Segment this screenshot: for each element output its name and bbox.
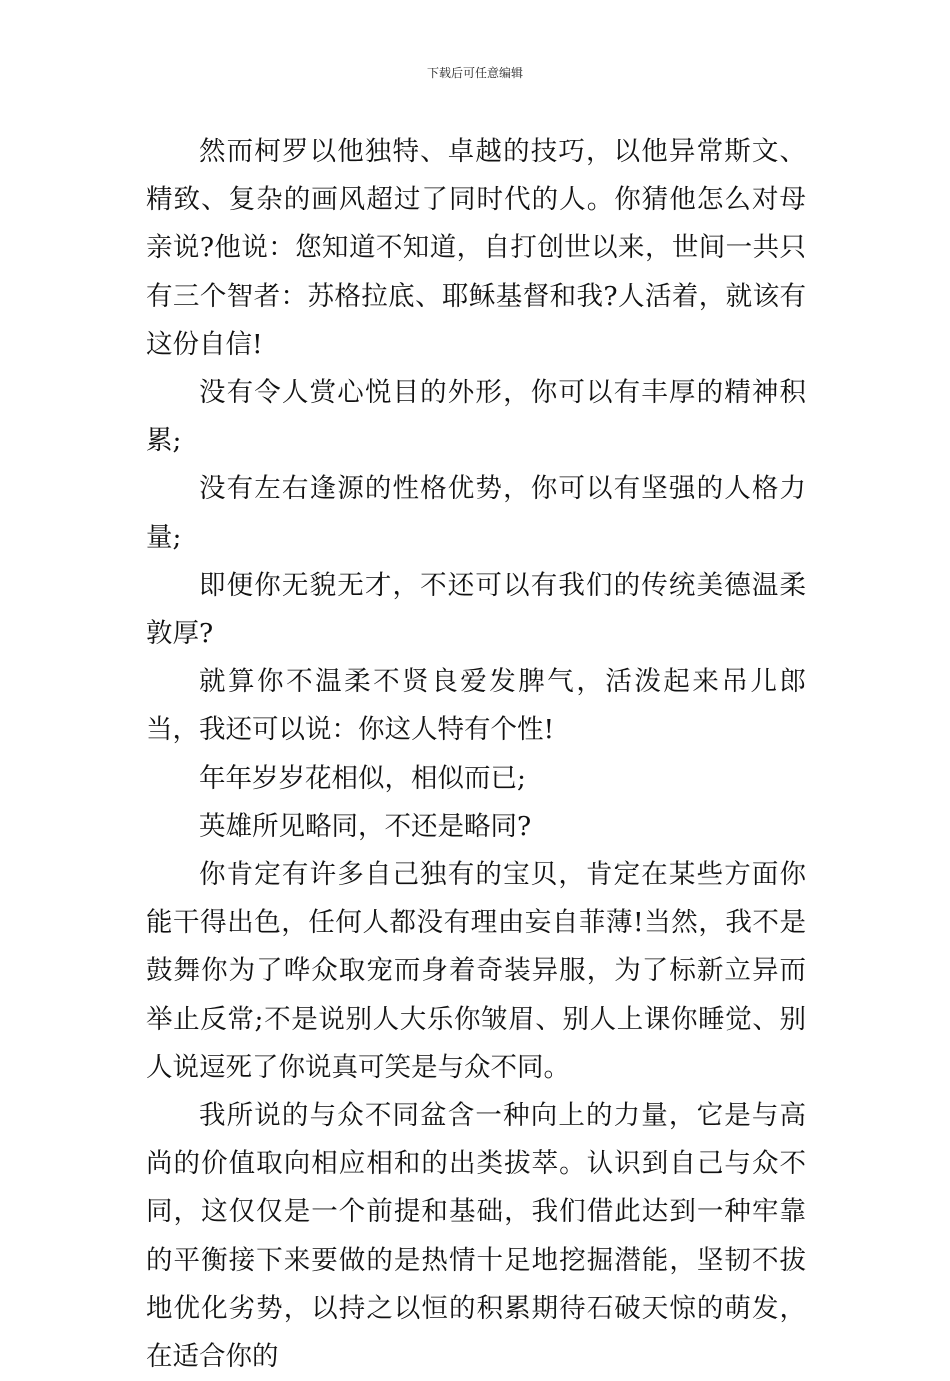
- paragraph-9: 我所说的与众不同盆含一种向上的力量，它是与高尚的价值取向相应相和的出类拔萃。认识到自己与众不同，这仅仅是一个前提和基础，我们借此达到一种牢靠的平衡接下来要做的是热情十足地挖掘潜能，坚韧不拔地优化劣势，以持之以恒的积累期待石破天惊的萌发，在适合你的: [146, 1100, 806, 1373]
- paragraph-3: 没有左右逢源的性格优势，你可以有坚强的人格力量;: [146, 473, 806, 553]
- paragraph-8: 你肯定有许多自己独有的宝贝，肯定在某些方面你能干得出色，任何人都没有理由妄自菲薄!当然，我不是鼓舞你为了哗众取宠而身着奇装异服，为了标新立异而举止反常;不是说别人大乐你皱眉、别人上课你睡觉、别人说逗死了你说真可笑是与众不同。: [146, 859, 806, 1083]
- paragraph-5: 就算你不温柔不贤良爱发脾气，活泼起来吊儿郎当，我还可以说：你这人特有个性!: [146, 666, 806, 746]
- paragraph-1: 然而柯罗以他独特、卓越的技巧，以他异常斯文、精致、复杂的画风超过了同时代的人。你猜他怎么对母亲说?他说：您知道不知道，自打创世以来，世间一共只有三个智者：苏格拉底、耶稣基督和我?人活着，就该有这份自信!: [146, 136, 806, 360]
- document-body: [146, 128, 806, 1381]
- paragraph-4: 即便你无貌无才，不还可以有我们的传统美德温柔敦厚?: [146, 569, 806, 650]
- page-header: 下载后可任意编辑: [426, 66, 523, 80]
- paragraph-6: 年年岁岁花相似，相似而已;: [199, 762, 526, 794]
- paragraph-2: 没有令人赏心悦目的外形，你可以有丰厚的精神积累;: [146, 377, 806, 457]
- paragraph-7: 英雄所见略同，不还是略同?: [199, 810, 532, 842]
